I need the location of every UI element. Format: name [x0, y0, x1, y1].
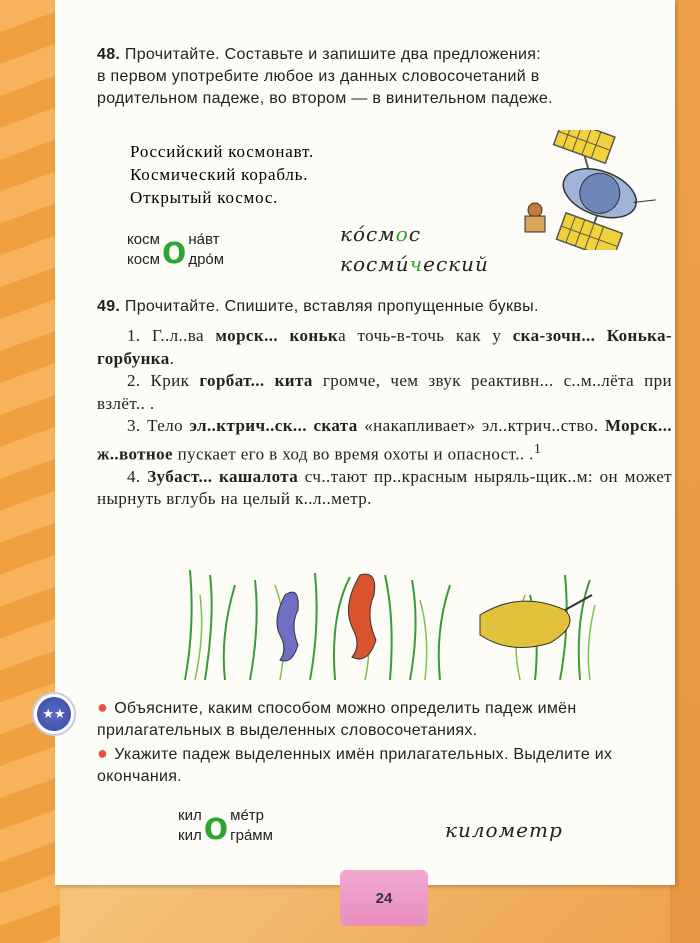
sentence-part: 3. Тело	[127, 416, 190, 435]
sentence-4	[97, 466, 672, 511]
word-suffix: гра́мм	[230, 827, 273, 844]
word-helper-kil	[178, 806, 273, 846]
exercise-number: 49.	[97, 298, 121, 315]
handwriting-highlight: ч	[409, 252, 424, 276]
sentence-part: громче, чем звук реактивн... с..м..лёта при взлёт.. .	[97, 371, 672, 413]
question-1	[97, 696, 672, 742]
word-prefix: косм	[127, 251, 160, 268]
sentence-part: а точь-в-точь как у	[338, 326, 513, 345]
question-text: Укажите падеж выделенных имён прилагательных. Выделите их окончания.	[97, 746, 613, 785]
handwriting-part: еский	[423, 252, 489, 276]
word-helper-kosm	[127, 230, 224, 270]
handwriting-kilometr: километр	[445, 818, 563, 842]
questions-block	[97, 696, 672, 788]
sentence-part: 4.	[127, 466, 148, 486]
phrase-list	[130, 140, 314, 209]
highlighted-phrase: Морск... ж..вотное	[97, 416, 673, 464]
handwriting-part: ко́см	[340, 222, 396, 246]
phrase-item: Российский космонавт.	[130, 142, 315, 161]
instruction-line-2: в первом употребите любое из данных словосочетаний в	[97, 68, 540, 85]
sentence-part: «накапливает» эл..ктрич..ство.	[357, 416, 605, 435]
word-prefix: косм	[127, 231, 160, 248]
sentence-1	[97, 325, 672, 370]
stars-badge	[32, 692, 76, 736]
word-suffix: на́вт	[188, 231, 220, 248]
sentence-2	[97, 370, 672, 415]
word-prefix: кил	[178, 807, 202, 824]
highlighted-phrase: морск... коньк	[215, 326, 339, 345]
exercise-49-sentences	[97, 325, 672, 511]
exercise-48-instruction	[97, 44, 670, 110]
instruction-line-3: родительном падеже, во втором — в винительном падеже.	[97, 90, 553, 107]
question-text: Объясните, каким способом можно определить падеж имён прилагательных в выделенных словосочетаниях.	[97, 700, 577, 739]
phrase-item: Космический корабль.	[130, 165, 309, 184]
footnote-marker: 1	[533, 440, 542, 457]
handwriting-part: с	[408, 222, 422, 246]
sea-creatures-illustration	[180, 565, 600, 680]
question-2	[97, 742, 672, 788]
exercise-49-instruction	[97, 296, 670, 318]
sentence-part: .	[169, 348, 175, 368]
highlighted-phrase: ска-зочн... Конька-горбунка	[97, 326, 673, 368]
highlighted-phrase: горбат... кита	[199, 371, 313, 390]
star-icon: ★★	[37, 697, 71, 731]
satellite-illustration	[505, 130, 665, 250]
sentence-part: сч..тают пр..красным ныряль-щик..м: он может нырнуть вглубь на целый к..л..метр.	[97, 466, 672, 509]
handwriting-kosmicheskiy	[340, 252, 489, 276]
highlighted-phrase: Зубаст... кашалота	[147, 466, 299, 486]
phrase-item: Открытый космос.	[130, 188, 279, 207]
highlight-letter: о	[203, 804, 229, 848]
instruction-text: Прочитайте. Спишите, вставляя пропущенные буквы.	[124, 298, 539, 315]
sentence-part: 2. Крик	[127, 371, 200, 390]
handwriting-part: косми́	[340, 252, 410, 276]
instruction-line-1: Прочитайте. Составьте и запишите два предложения:	[124, 46, 541, 63]
handwriting-highlight: о	[395, 222, 409, 246]
word-suffix: ме́тр	[230, 807, 265, 824]
handwriting-kosmos	[340, 222, 421, 246]
sentence-part: 1. Г..л..ва	[127, 326, 216, 345]
sentence-3	[97, 415, 672, 466]
sentence-part: пускает его в ход во время охоты и опасност.. .	[172, 444, 534, 464]
exercise-number: 48.	[97, 46, 121, 63]
highlight-letter: о	[161, 228, 187, 272]
bullet-icon: ●	[97, 697, 109, 717]
word-prefix: кил	[178, 827, 202, 844]
background-left-stripes	[0, 0, 60, 943]
highlighted-phrase: эл..ктрич..ск... ската	[189, 416, 358, 435]
word-suffix: дро́м	[188, 251, 225, 268]
bullet-icon: ●	[97, 743, 109, 763]
page-number: 24	[340, 870, 428, 926]
